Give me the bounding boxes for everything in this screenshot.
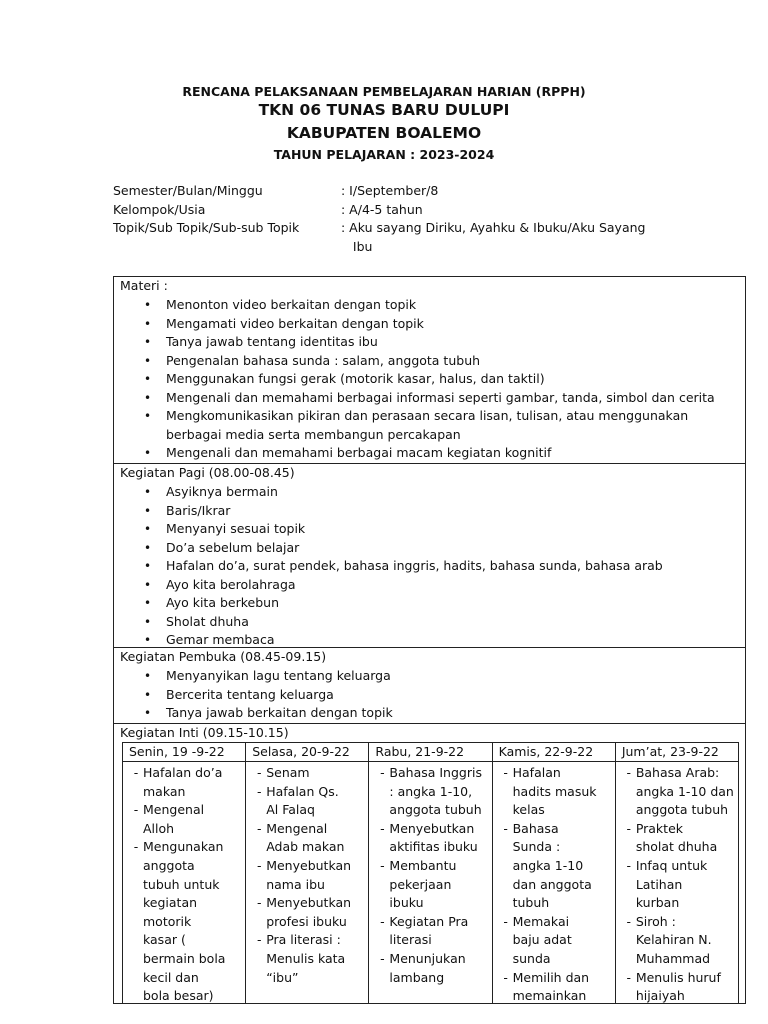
- day-activity-list: [369, 762, 491, 987]
- meta-value: : I/September/8: [341, 183, 439, 198]
- dash-marker: -: [626, 765, 632, 780]
- list-item: • Tanya jawab berkaitan dengan topik: [114, 704, 726, 723]
- dash-marker: -: [626, 820, 632, 836]
- day-header: Senin, 19 -9-22: [123, 743, 245, 762]
- dash-marker: -: [380, 820, 385, 836]
- dash-marker: -: [503, 913, 508, 929]
- activity-text: Memilih dan memainkan: [512, 969, 590, 1003]
- meta-row: [113, 201, 671, 220]
- list-item: • Mengamati video berkaitan dengan topik: [114, 315, 726, 334]
- list-item: • Do’a sebelum belajar: [114, 539, 726, 558]
- meta-value: : Aku sayang Diriku, Ayahku & Ibuku/Aku Sayang Ibu: [341, 220, 646, 254]
- day-header: Rabu, 21-9-22: [369, 743, 491, 762]
- activity-text: Hafalan hadits masuk kelas: [512, 765, 597, 818]
- list-item: • Menyanyi sesuai topik: [114, 520, 726, 539]
- dash-marker: -: [256, 857, 262, 873]
- meta-key: Kelompok/Usia: [113, 201, 206, 217]
- day-activity-list: [493, 762, 615, 1003]
- list-item: • Baris/Ikrar: [114, 502, 726, 521]
- activity-text: Infaq untuk Latihan kurban: [635, 857, 708, 911]
- activity-text: Menyebutkan nama ibu: [266, 857, 352, 892]
- meta-info: [113, 182, 671, 256]
- daily-schedule-grid: [122, 742, 739, 1004]
- activity-text: Senam: [266, 765, 310, 780]
- list-item: • Menyanyikan lagu tentang keluarga: [114, 667, 726, 686]
- activity-text: Menulis huruf hijaiyah: [635, 969, 721, 1003]
- dash-marker: -: [380, 950, 385, 966]
- materi-list: [114, 296, 726, 463]
- activity-item: [375, 857, 489, 913]
- kegiatan-inti-title: Kegiatan Inti (09.15-10.15): [120, 725, 289, 740]
- dash-marker: -: [503, 969, 508, 985]
- day-activity-list: [616, 762, 738, 1003]
- activity-text: Bahasa Inggris : angka 1-10, anggota tubuh: [389, 765, 482, 818]
- day-header: Jum’at, 23-9-22: [616, 743, 738, 762]
- activity-text: Mengenal Alloh: [143, 802, 205, 836]
- activity-text: Kegiatan Pra literasi: [389, 913, 469, 948]
- kegiatan-pagi-title: Kegiatan Pagi (08.00-08.45): [120, 465, 295, 480]
- academic-year: TAHUN PELAJARAN : 2023-2024: [273, 147, 495, 162]
- activity-text: Bahasa Arab: angka 1-10 dan anggota tubuh: [635, 765, 734, 818]
- dash-marker: -: [380, 857, 385, 873]
- meta-row: [113, 182, 671, 201]
- dash-marker: -: [626, 913, 632, 929]
- materi-title: Materi :: [120, 278, 168, 293]
- rpph-table: [113, 276, 746, 1004]
- list-item: • Gemar membaca: [114, 631, 726, 650]
- meta-row: [113, 219, 671, 256]
- kegiatan-pembuka-title: Kegiatan Pembuka (08.45-09.15): [120, 649, 327, 664]
- activity-text: Pra literasi : Menulis kata “ibu”: [266, 932, 346, 985]
- kegiatan-pembuka-list: [114, 667, 726, 723]
- meta-value: : A/4-5 tahun: [341, 201, 423, 217]
- activity-text: Membantu pekerjaan ibuku: [389, 857, 457, 911]
- activity-text: Hafalan Qs. Al Falaq: [266, 783, 339, 818]
- list-item: • Mengenali dan memahami berbagai macam kegiatan kognitif: [114, 444, 726, 463]
- activity-item: [375, 820, 489, 857]
- list-item: • Menggunakan fungsi gerak (motorik kasar, halus, dan taktil): [114, 370, 726, 389]
- day-column: [123, 743, 246, 1003]
- activity-item: [375, 913, 489, 950]
- list-item: • Ayo kita berolahraga: [114, 576, 726, 595]
- activity-item: [622, 764, 736, 820]
- day-header: Kamis, 22-9-22: [493, 743, 615, 762]
- activity-text: Hafalan do’a makan: [143, 765, 223, 799]
- list-item: • Bercerita tentang keluarga: [114, 686, 726, 705]
- dash-marker: -: [256, 820, 262, 836]
- activity-item: [622, 969, 736, 1003]
- dash-marker: -: [503, 820, 508, 836]
- activity-item: [375, 950, 489, 987]
- activity-item: [622, 913, 736, 969]
- list-item: • Tanya jawab tentang identitas ibu: [114, 333, 726, 352]
- list-item: • Menonton video berkaitan dengan topik: [114, 296, 726, 315]
- dash-marker: -: [626, 857, 632, 873]
- day-activity-list: [123, 762, 245, 1003]
- activity-item: [622, 820, 736, 857]
- list-item: • Pengenalan bahasa sunda : salam, anggota tubuh: [114, 352, 726, 371]
- activity-item: [499, 913, 613, 969]
- activity-text: Bahasa Sunda : angka 1-10 dan anggota tubuh: [512, 820, 592, 911]
- activity-item: [622, 857, 736, 913]
- doc-title: RENCANA PELAKSANAAN PEMBELAJARAN HARIAN (RPPH): [182, 84, 586, 99]
- list-item: • Ayo kita berkebun: [114, 594, 726, 613]
- list-item: • Asyiknya bermain: [114, 483, 726, 502]
- activity-item: [499, 820, 613, 913]
- activity-text: Menunjukan lambang: [389, 950, 466, 985]
- activity-item: [375, 764, 489, 820]
- activity-item: [129, 801, 243, 838]
- list-item: • Sholat dhuha: [114, 613, 726, 632]
- dash-marker: -: [133, 765, 139, 780]
- dash-marker: -: [626, 969, 632, 985]
- list-item: • Hafalan do’a, surat pendek, bahasa inggris, hadits, bahasa sunda, bahasa arab: [114, 557, 726, 576]
- list-item: • Mengenali dan memahami berbagai informasi seperti gambar, tanda, simbol dan cerita: [114, 389, 726, 408]
- day-activity-list: [246, 762, 368, 987]
- activity-text: Praktek sholat dhuha: [635, 820, 718, 855]
- list-item: • Mengkomunikasikan pikiran dan perasaan secara lisan, tulisan, atau menggunakan berbagai media serta membangun percakapan: [114, 407, 726, 444]
- day-column: [616, 743, 738, 1003]
- school-name: TKN 06 TUNAS BARU DULUPI: [258, 101, 510, 119]
- activity-text: Siroh : Kelahiran N. Muhammad: [635, 913, 712, 966]
- activity-item: [129, 764, 243, 801]
- activity-item: [252, 764, 366, 783]
- kegiatan-pagi-list: [114, 483, 726, 650]
- dash-marker: -: [133, 802, 139, 818]
- day-header: Selasa, 20-9-22: [246, 743, 368, 762]
- dash-marker: -: [256, 932, 262, 948]
- day-column: [246, 743, 369, 1003]
- dash-marker: -: [256, 783, 262, 799]
- day-column: [369, 743, 492, 1003]
- meta-key: Semester/Bulan/Minggu: [113, 183, 263, 198]
- dash-marker: -: [380, 765, 385, 780]
- activity-item: [499, 764, 613, 820]
- activity-text: Memakai baju adat sunda: [512, 913, 572, 966]
- activity-item: [252, 783, 366, 820]
- activity-item: [129, 838, 243, 1003]
- activity-text: Menyebutkan aktifitas ibuku: [389, 820, 478, 855]
- dash-marker: -: [133, 839, 139, 855]
- dash-marker: -: [380, 913, 385, 929]
- activity-item: [252, 857, 366, 894]
- dash-marker: -: [503, 765, 508, 780]
- activity-item: [252, 894, 366, 931]
- dash-marker: -: [256, 765, 262, 780]
- materi-section: [114, 277, 745, 464]
- activity-text: Menyebutkan profesi ibuku: [266, 895, 352, 929]
- activity-item: [499, 969, 613, 1003]
- kegiatan-pembuka-section: [114, 648, 745, 724]
- activity-text: Mengenal Adab makan: [266, 820, 345, 855]
- activity-text: Mengunakan anggota tubuh untuk kegiatan motorik kasar ( bermain bola kecil dan bola besar): [143, 839, 226, 1003]
- day-column: [493, 743, 616, 1003]
- kegiatan-pagi-section: [114, 464, 745, 648]
- meta-key: Topik/Sub Topik/Sub-sub Topik: [113, 220, 300, 235]
- dash-marker: -: [256, 895, 262, 911]
- activity-item: [252, 931, 366, 987]
- regency-name: KABUPATEN BOALEMO: [286, 124, 482, 142]
- activity-item: [252, 820, 366, 857]
